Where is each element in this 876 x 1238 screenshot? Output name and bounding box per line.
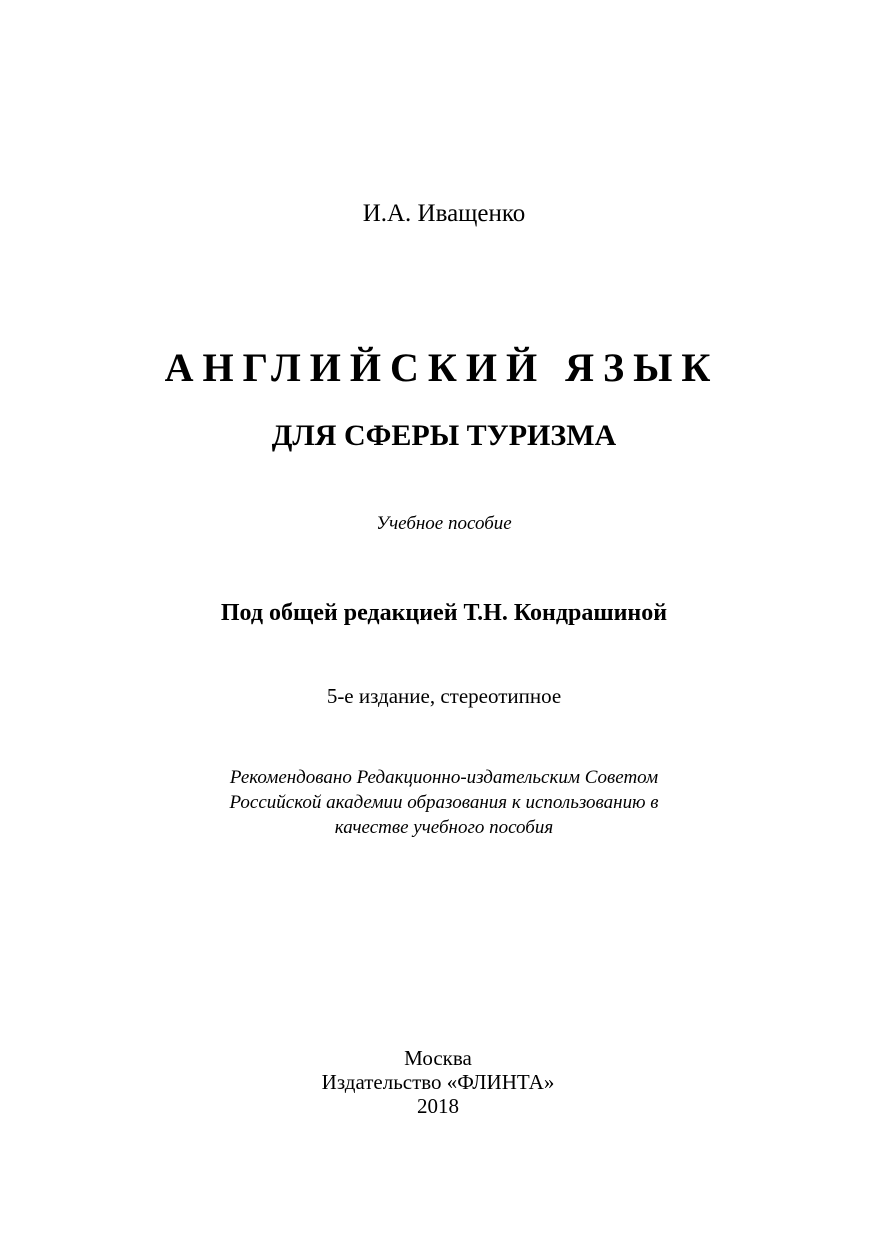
recommendation-line: Российской академии образования к использованию в bbox=[229, 792, 659, 813]
edition-note: 5-е издание, стереотипное bbox=[326, 684, 562, 708]
imprint-block bbox=[0, 1046, 876, 1118]
imprint-city: Москва bbox=[404, 1046, 472, 1070]
recommendation-line: качестве учебного пособия bbox=[334, 817, 554, 838]
book-subtitle: ДЛЯ СФЕРЫ ТУРИЗМА bbox=[271, 419, 617, 452]
imprint-year: 2018 bbox=[417, 1094, 459, 1118]
recommendation-block bbox=[6, 765, 876, 840]
author-name: И.А. Иващенко bbox=[362, 200, 526, 227]
document-type: Учебное пособие bbox=[376, 513, 512, 534]
editor-line: Под общей редакцией Т.Н. Кондрашиной bbox=[220, 600, 668, 626]
recommendation-line: Рекомендовано Редакционно-издательским Советом bbox=[229, 767, 659, 788]
imprint-publisher: Издательство «ФЛИНТА» bbox=[321, 1070, 555, 1094]
book-title: АНГЛИЙСКИЙ ЯЗЫК bbox=[164, 345, 720, 390]
